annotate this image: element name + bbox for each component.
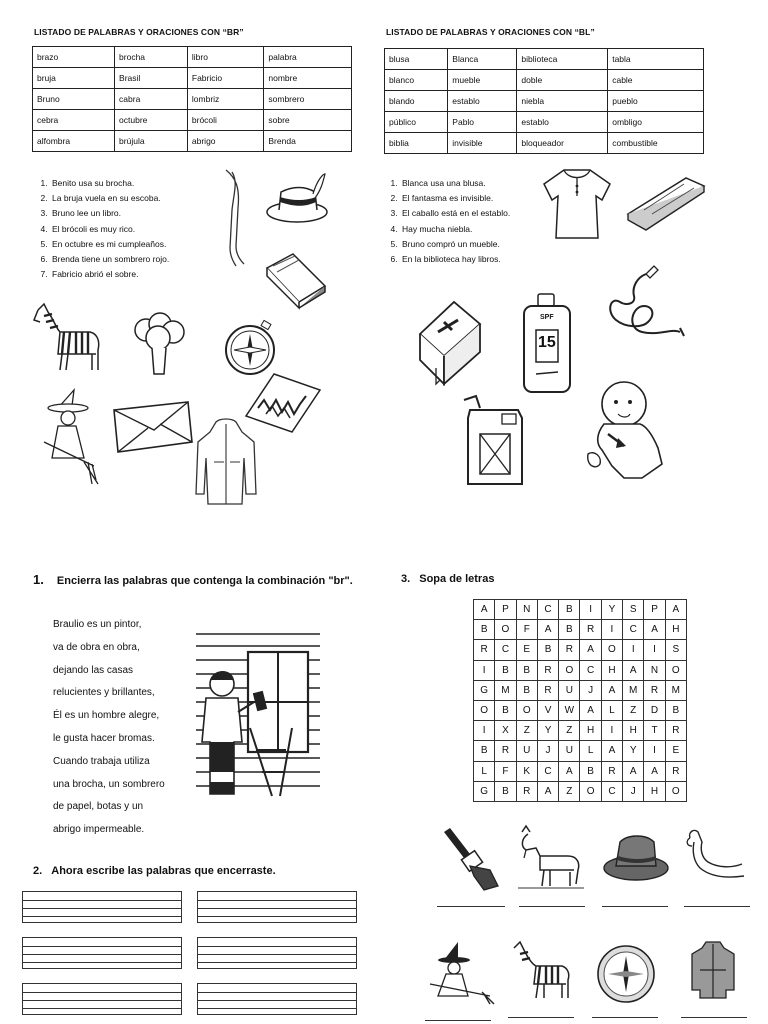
letter-cell[interactable]: R (495, 741, 516, 761)
word-cell: invisible (448, 133, 517, 154)
letter-cell[interactable]: A (644, 620, 665, 640)
answer-line[interactable] (508, 1017, 574, 1018)
word-search-row (474, 781, 687, 801)
writing-guide-line (198, 992, 356, 993)
goat-icon (516, 824, 586, 890)
word-search-row (474, 741, 687, 761)
letter-cell[interactable]: B (474, 620, 495, 640)
letter-cell[interactable]: J (623, 781, 644, 801)
letter-cell[interactable]: U (516, 741, 537, 761)
letter-cell[interactable]: D (644, 700, 665, 720)
word-table-row (33, 47, 352, 68)
cable-icon (602, 262, 686, 340)
writing-guide-line (23, 900, 181, 901)
letter-cell[interactable]: O (474, 700, 495, 720)
letter-cell[interactable]: A (644, 761, 665, 781)
letter-cell[interactable]: A (665, 600, 686, 620)
word-cell: público (385, 112, 448, 133)
br-sentence-list (26, 176, 169, 282)
letter-cell[interactable]: R (537, 660, 558, 680)
writing-guide-line (198, 900, 356, 901)
poem-line: le gusta hacer bromas. (53, 732, 155, 744)
word-cell: octubre (115, 110, 188, 131)
sentence-item: 1. Benito usa su brocha. (50, 176, 169, 191)
poem-text (53, 614, 165, 842)
letter-cell[interactable]: J (537, 741, 558, 761)
witch-icon-small (428, 940, 496, 1006)
answer-line[interactable] (681, 1017, 747, 1018)
word-table-row (33, 89, 352, 110)
exercise-3-heading (401, 573, 494, 585)
word-cell: Brasil (115, 68, 188, 89)
baby-icon (582, 378, 682, 488)
sentence-item: 3. El caballo está en el establo. (400, 206, 510, 221)
writing-guide-line (23, 992, 181, 993)
letter-cell[interactable]: B (516, 660, 537, 680)
letter-cell[interactable]: Y (537, 721, 558, 741)
plank-icon (624, 174, 708, 234)
envelope-icon (112, 400, 194, 454)
writing-guide-line (23, 916, 181, 917)
letter-cell[interactable]: C (495, 640, 516, 660)
writing-guide-line (198, 916, 356, 917)
book-icon (263, 250, 329, 310)
writing-box[interactable] (22, 937, 182, 969)
exercise-3-number: 3. (401, 573, 411, 585)
word-cell: bloqueador (517, 133, 608, 154)
letter-cell[interactable]: C (580, 660, 601, 680)
letter-cell[interactable]: O (559, 660, 580, 680)
letter-cell[interactable]: B (537, 640, 558, 660)
writing-guide-line (23, 1008, 181, 1009)
letter-cell[interactable]: B (665, 700, 686, 720)
letter-cell[interactable]: I (474, 660, 495, 680)
letter-cell[interactable]: T (644, 721, 665, 741)
sentence-item: 1. Blanca usa una blusa. (400, 176, 510, 191)
word-cell: cebra (33, 110, 115, 131)
poem-line: abrigo impermeable. (53, 824, 145, 836)
word-cell: blanco (385, 70, 448, 91)
letter-cell[interactable]: R (644, 680, 665, 700)
bl-list-title: LISTADO DE PALABRAS Y ORACIONES CON “BL” (386, 27, 595, 37)
sunscreen-icon (522, 292, 572, 396)
zebra-icon (30, 298, 106, 374)
word-cell: bruja (33, 68, 115, 89)
letter-cell[interactable]: X (495, 721, 516, 741)
arm-icon (222, 168, 252, 268)
writing-guide-line (23, 1000, 181, 1001)
letter-cell[interactable]: A (537, 620, 558, 640)
writing-guide-line (23, 962, 181, 963)
letter-cell[interactable]: Z (516, 721, 537, 741)
word-cell: sobre (264, 110, 352, 131)
compass-icon (222, 318, 282, 378)
letter-cell[interactable]: I (601, 721, 622, 741)
letter-cell[interactable]: O (495, 620, 516, 640)
letter-cell[interactable]: P (495, 600, 516, 620)
word-cell: sombrero (264, 89, 352, 110)
letter-cell[interactable]: O (665, 660, 686, 680)
letter-cell[interactable]: A (580, 640, 601, 660)
writing-guide-line (198, 1008, 356, 1009)
letter-cell[interactable]: H (601, 660, 622, 680)
letter-cell[interactable]: C (623, 620, 644, 640)
word-cell: tabla (608, 49, 704, 70)
letter-cell[interactable]: H (580, 721, 601, 741)
writing-guide-line (198, 908, 356, 909)
fedora-hat-icon (602, 830, 672, 886)
letter-cell[interactable]: R (665, 721, 686, 741)
letter-cell[interactable]: B (495, 781, 516, 801)
letter-cell[interactable]: M (495, 680, 516, 700)
word-cell: brocha (115, 47, 188, 68)
word-search-row (474, 640, 687, 660)
word-search-row (474, 761, 687, 781)
word-table-row (385, 133, 704, 154)
letter-cell[interactable]: M (623, 680, 644, 700)
letter-cell[interactable]: U (559, 680, 580, 700)
exercise-1-number: 1. (33, 572, 44, 587)
letter-cell[interactable]: R (580, 620, 601, 640)
letter-cell[interactable]: B (580, 761, 601, 781)
word-cell: niebla (517, 91, 608, 112)
word-table-row (33, 68, 352, 89)
compass-icon-small (592, 942, 660, 1004)
letter-cell[interactable]: E (665, 741, 686, 761)
letter-cell[interactable]: A (601, 680, 622, 700)
letter-cell[interactable]: R (474, 640, 495, 660)
letter-cell[interactable]: B (474, 741, 495, 761)
fuel-can-icon (458, 394, 528, 490)
word-table-row (33, 131, 352, 152)
writing-guide-line (23, 908, 181, 909)
letter-cell[interactable]: H (644, 781, 665, 801)
word-search-row (474, 700, 687, 720)
writing-box[interactable] (197, 891, 357, 923)
poem-line: va de obra en obra, (53, 641, 140, 653)
writing-box[interactable] (197, 983, 357, 1015)
word-cell: Blanca (448, 49, 517, 70)
letter-cell[interactable]: L (474, 761, 495, 781)
witch-icon (40, 388, 98, 488)
br-list-title: LISTADO DE PALABRAS Y ORACIONES CON “BR” (34, 27, 244, 37)
letter-cell[interactable]: Y (623, 741, 644, 761)
letter-cell[interactable]: I (474, 721, 495, 741)
poem-line: Braulio es un pintor, (53, 619, 142, 630)
letter-cell[interactable]: G (474, 781, 495, 801)
writing-box[interactable] (22, 983, 182, 1015)
bl-sentence-list (376, 176, 510, 267)
letter-cell[interactable]: B (495, 660, 516, 680)
word-table-row (385, 91, 704, 112)
letter-cell[interactable]: R (537, 680, 558, 700)
answer-line[interactable] (437, 906, 505, 907)
letter-cell[interactable]: Z (559, 721, 580, 741)
trench-coat-icon (690, 940, 736, 1002)
bible-icon (414, 294, 484, 390)
word-cell: alfombra (33, 131, 115, 152)
broccoli-icon (132, 312, 186, 378)
letter-cell[interactable]: K (516, 761, 537, 781)
letter-cell[interactable]: V (537, 700, 558, 720)
exercise-2-title: Ahora escribe las palabras que encerraste. (51, 865, 276, 877)
letter-cell[interactable]: C (537, 761, 558, 781)
sentence-item: 6. En la biblioteca hay libros. (400, 252, 510, 267)
spf-number-label: 15 (538, 334, 556, 351)
letter-cell[interactable]: I (623, 640, 644, 660)
word-cell: palabra (264, 47, 352, 68)
writing-guide-line (23, 954, 181, 955)
letter-cell[interactable]: U (559, 741, 580, 761)
bl-word-table (384, 48, 704, 154)
letter-cell[interactable]: E (516, 640, 537, 660)
answer-line[interactable] (519, 906, 585, 907)
letter-cell[interactable]: C (537, 600, 558, 620)
letter-cell[interactable]: R (516, 781, 537, 801)
letter-cell[interactable]: O (601, 640, 622, 660)
letter-cell[interactable]: O (665, 781, 686, 801)
word-table-row (385, 112, 704, 133)
letter-cell[interactable]: Z (623, 700, 644, 720)
sentence-item: 7. Fabricio abrió el sobre. (50, 267, 169, 282)
sentence-item: 4. Hay mucha niebla. (400, 222, 510, 237)
word-cell: nombre (264, 68, 352, 89)
poem-line: dejando las casas (53, 664, 134, 676)
word-cell: Pablo (448, 112, 517, 133)
letter-cell[interactable]: L (580, 741, 601, 761)
answer-line[interactable] (425, 1020, 491, 1021)
word-table-row (33, 110, 352, 131)
word-cell: cable (608, 70, 704, 91)
word-cell: mueble (448, 70, 517, 91)
word-search-row (474, 660, 687, 680)
letter-cell[interactable]: A (537, 781, 558, 801)
letter-cell[interactable]: I (644, 640, 665, 660)
poem-line: una brocha, un sombrero (53, 778, 165, 790)
letter-cell[interactable]: N (516, 600, 537, 620)
rug-icon (244, 372, 322, 434)
word-cell: Bruno (33, 89, 115, 110)
blouse-icon (540, 166, 614, 242)
poem-line: Cuando trabaja utiliza (53, 755, 150, 767)
letter-cell[interactable]: F (516, 620, 537, 640)
answer-line[interactable] (592, 1017, 658, 1018)
word-table-row (385, 49, 704, 70)
word-search-row (474, 721, 687, 741)
poem-line: Él es un hombre alegre, (53, 710, 160, 722)
word-cell: brócoli (187, 110, 264, 131)
letter-cell[interactable]: A (474, 600, 495, 620)
exercise-2-number: 2. (33, 865, 43, 877)
poem-line: de papel, botas y un (53, 801, 144, 813)
hat-icon (265, 172, 333, 228)
word-cell: brújula (115, 131, 188, 152)
letter-cell[interactable]: G (474, 680, 495, 700)
letter-cell[interactable]: B (559, 600, 580, 620)
exercise-1-title: Encierra las palabras que contenga la combinación "br". (56, 575, 353, 587)
br-word-table (32, 46, 352, 152)
letter-cell[interactable]: Z (559, 781, 580, 801)
painter-icon (196, 632, 322, 798)
letter-cell[interactable]: S (623, 600, 644, 620)
flexed-arm-icon (684, 828, 746, 888)
exercise-3-title: Sopa de letras (419, 573, 495, 585)
word-search-row (474, 680, 687, 700)
word-search-row (474, 620, 687, 640)
letter-cell[interactable]: P (644, 600, 665, 620)
sentence-item: 4. El brócoli es muy rico. (50, 222, 169, 237)
letter-cell[interactable]: B (516, 680, 537, 700)
letter-cell[interactable]: W (559, 700, 580, 720)
spf-label: SPF (540, 314, 554, 321)
answer-line[interactable] (684, 906, 750, 907)
sentence-item: 6. Brenda tiene un sombrero rojo. (50, 252, 169, 267)
letter-cell[interactable]: B (495, 700, 516, 720)
word-cell: Brenda (264, 131, 352, 152)
word-cell: blusa (385, 49, 448, 70)
word-search-grid (473, 599, 687, 802)
word-table-row (385, 70, 704, 91)
letter-cell[interactable]: Y (601, 600, 622, 620)
letter-cell[interactable]: S (665, 640, 686, 660)
letter-cell[interactable]: A (623, 761, 644, 781)
exercise-1-heading (33, 572, 353, 587)
letter-cell[interactable]: R (601, 761, 622, 781)
writing-box[interactable] (22, 891, 182, 923)
letter-cell[interactable]: I (580, 600, 601, 620)
word-cell: combustible (608, 133, 704, 154)
writing-guide-line (198, 962, 356, 963)
word-cell: pueblo (608, 91, 704, 112)
letter-cell[interactable]: I (601, 620, 622, 640)
word-cell: abrigo (187, 131, 264, 152)
zebra-icon-small (508, 938, 576, 1002)
letter-cell[interactable]: A (580, 700, 601, 720)
writing-guide-line (23, 946, 181, 947)
writing-guide-line (198, 954, 356, 955)
word-cell: libro (187, 47, 264, 68)
exercise-2-heading (33, 865, 276, 877)
letter-cell[interactable]: C (601, 781, 622, 801)
word-cell: establo (517, 112, 608, 133)
sentence-item: 3. Bruno lee un libro. (50, 206, 169, 221)
letter-cell[interactable]: L (601, 700, 622, 720)
letter-cell[interactable]: I (644, 741, 665, 761)
letter-cell[interactable]: A (601, 741, 622, 761)
writing-guide-line (198, 946, 356, 947)
word-cell: biblioteca (517, 49, 608, 70)
brush-icon (440, 826, 502, 892)
letter-cell[interactable]: A (623, 660, 644, 680)
sentence-item: 5. En octubre es mi cumpleaños. (50, 237, 169, 252)
word-cell: doble (517, 70, 608, 91)
letter-cell[interactable]: A (559, 761, 580, 781)
letter-cell[interactable]: J (580, 680, 601, 700)
letter-cell[interactable]: M (665, 680, 686, 700)
sentence-item: 2. La bruja vuela en su escoba. (50, 191, 169, 206)
letter-cell[interactable]: O (580, 781, 601, 801)
sentence-item: 2. El fantasma es invisible. (400, 191, 510, 206)
letter-cell[interactable]: H (665, 620, 686, 640)
writing-guide-line (198, 1000, 356, 1001)
letter-cell[interactable]: R (665, 761, 686, 781)
writing-box[interactable] (197, 937, 357, 969)
letter-cell[interactable]: O (516, 700, 537, 720)
letter-cell[interactable]: N (644, 660, 665, 680)
word-cell: blando (385, 91, 448, 112)
letter-cell[interactable]: F (495, 761, 516, 781)
letter-cell[interactable]: H (623, 721, 644, 741)
word-cell: lombriz (187, 89, 264, 110)
poem-line: relucientes y brillantes, (53, 687, 155, 699)
letter-cell[interactable]: R (559, 640, 580, 660)
word-cell: ombligo (608, 112, 704, 133)
sentence-item: 5. Bruno compró un mueble. (400, 237, 510, 252)
answer-line[interactable] (602, 906, 668, 907)
word-cell: cabra (115, 89, 188, 110)
word-search-row (474, 600, 687, 620)
word-cell: establo (448, 91, 517, 112)
word-cell: Fabricio (187, 68, 264, 89)
word-cell: biblia (385, 133, 448, 154)
letter-cell[interactable]: B (559, 620, 580, 640)
word-cell: brazo (33, 47, 115, 68)
